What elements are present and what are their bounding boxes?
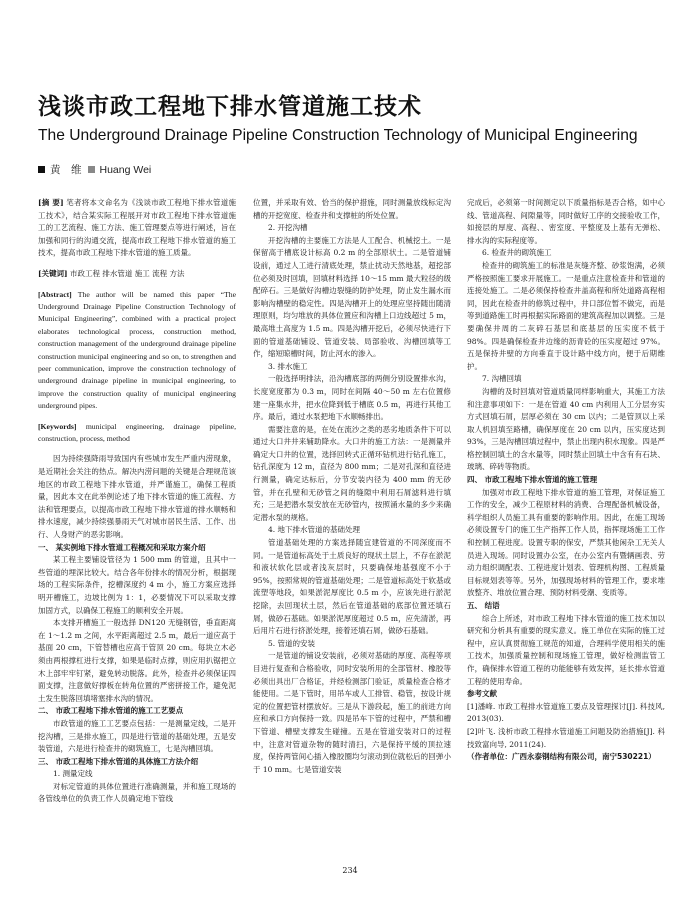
references-heading: 参考文献 bbox=[467, 689, 497, 699]
square-bullet-icon bbox=[88, 166, 95, 173]
reference-item: [1]潘峰. 市政工程排水管道施工要点及管理探讨[J]. 科技风, 2013(03). bbox=[467, 701, 665, 724]
section-heading: 四、 市政工程地下排水管道的施工管理 bbox=[467, 475, 598, 485]
author-line bbox=[38, 162, 151, 177]
body-paragraph: 一般选择明排法，沿沟槽底部的两侧分别设置排水沟，长度宽度都为 0.3 m，同时在间隔 40～50 m 左右位置修建一座集水井，把水位降到低于槽底 0.5 m，再进行其他工序。最后，通过水泵把地下水顺畅排出。 bbox=[253, 374, 451, 422]
abstract-text: 笔者将本文命名为《浅谈市政工程地下排水管道施工技术》，结合某实际工程展开对市政工程地下排水管道施工的工艺流程、施工方法、施工管理要点等进行阐述，旨在加强和同行的沟通交流，提高市政工程地下排水管道的施工技术，提高市政工程地下排水管道的施工质量。 bbox=[38, 198, 237, 258]
section-heading: 五、 结语 bbox=[467, 601, 500, 610]
section-heading: 二、 市政工程地下排水管道的施工工艺要点 bbox=[38, 706, 184, 716]
body-paragraph: 开挖沟槽的主要施工方法是人工配合、机械挖土。一是保留高于槽底设计标高 0.2 m 的全部原状土。二是管道铺设前，通过人工进行清底处理，禁止扰动天然地基，超挖部位必须及时回填，回填材料选择 10～15 mm 最大粒径的级配碎石。三是做好沟槽边裂缝的防护处理，防止发生漏水而影响沟槽壁的稳定性。四是沟槽开上的处理应坚持随出随清理原则，均匀堆放的具体位置应和沟槽上口边线超过 5 m，最高堆土高度为 1.5 m。四是沟槽开挖后，必须尽快进行下面的管道基础铺设、管道安装、局部验收、沟槽回填等工作，缩短晾槽时间，防止河水的渗入。 bbox=[253, 235, 451, 359]
subsection-heading: 3. 排水施工 bbox=[268, 361, 308, 371]
english-keywords-label: [Keywords] bbox=[38, 421, 77, 431]
article-title: 浅谈市政工程地下排水管道施工技术 bbox=[38, 94, 422, 120]
intro-paragraph: 因为持续强降雨导致国内有些城市发生严重内涝现象，是近期社会关注的热点。解决内涝问题的关键是合理规范该地区的市政工程地下排水管道，并严谨施工，确保工程质量，因此本文在此举例论述了地下排水管道的施工流程、方法和管理要点，以提高市政工程地下排水管道的排水顺畅和排水速度，减少持续强暴雨天气对城市居民生活、工作、出行、人身财产的恶劣影响。 bbox=[38, 454, 236, 539]
square-bullet-icon bbox=[38, 166, 45, 173]
reference-item: [2]叶飞. 浅析市政工程排水管道施工问题及防治措施[J]. 科技致富向导, 2011(24). bbox=[467, 726, 665, 749]
body-paragraph: 沟槽的及时回填对管道质量同样影响重大，其施工方法和注意事项如下：一是在管道 40 cm 内利用人工分层夯实方式回填石屑，层厚必须在 30 cm 以内；二是管顶以上采取人机回填至路槽，确保厚度在 20 cm 以内，压实度达到 93%，三是沟槽回填过程中，禁止出现内积水现象。四是严格控制回填土的含水量等，同时禁止回填土中含有有石块、玻璃、碎砖等物质。 bbox=[467, 386, 665, 472]
body-paragraph: 本支排开槽施工一般选择 DN120 无缝钢管，垂直距离在 1～1.2 m 之间，水平距离超过 2.5 m，最后一道应高于基面 20 cm，下管替槽也应高于管顶 20 cm。每块立木必须由两根撑杠进行支撑，如果是临时点撑，则应用扒锯把立木上部牢牢钉紧，避免转动脱落。此外，检查并必须保证四面支撑，注意做好撑板在转角位置的严密拼接工作，避免泥土发生脱落回填堵塞排水沟的情况。 bbox=[38, 618, 236, 703]
section-heading: 一、 某实例地下排水管道工程概况和采取方案介绍 bbox=[38, 542, 206, 552]
body-paragraph: 位置，并采取有效、恰当的保护措施，同时测量放线标定沟槽的开挖宽度、检查井和支撑桩的所处位置。 bbox=[253, 198, 451, 220]
body-paragraph: 综合上所述，对市政工程地下排水管道的施工技术加以研究和分析具有重要的现实意义。施工单位在实际的施工过程中，应认真贯彻施工规范的知道，合理科学使用相关的施工技术，加强质量控制和现场施工管理，做好检测监管工作，确保排水管道工程的功能能够有效发挥，延长排水管道工程的使用寿命。 bbox=[467, 613, 665, 686]
english-keywords bbox=[38, 421, 236, 446]
column-3 bbox=[467, 197, 665, 764]
author-affiliation: （作者单位：广西永泰钢结构有限公司，南宁530221） bbox=[467, 752, 656, 762]
section-heading: 三、 市政工程地下排水管道的具体施工方法介绍 bbox=[38, 756, 199, 766]
english-abstract-text: The author will be named this paper “The Underground Drainage Pipeline Construction Technology of Municipal Engineering”, combined with a practical project elaborates technological process, construction method, construction management of the underground drainage pipeline construction municipal engineering and so on, to strengthen and peer communication, improve the construction technology of underground drainage pipeline in municipal engineering, to improve the construction quality of municipal engineering underground pipes. bbox=[38, 289, 236, 411]
body-paragraph: 一是管道的铺设安装前，必须对基础的厚度、高程等项目进行复查和合格验收，同时安装所用的全部管材、橡胶等必须出具出厂合格证，并经检测部门验证，质量检查合格才能使用。二是下管时，用吊车或人工排管、稳管，按设计规定的位置把管材摆放好。三是从下游段起，施工的前进方向应和承口方向保持一致。四是吊车下管的过程中，严禁和槽下管道、槽壁支撑发生碰撞。五是在管道安装对口的过程中，注意对管道杂物的随时清扫，六是保持平缓的顶拉速度，保持两管间心插入橡胶圈均匀滚动到位就松后的回弹小于 10 mm。七是管道安装 bbox=[253, 651, 451, 774]
subsection-heading: 2. 开挖沟槽 bbox=[268, 223, 308, 233]
abstract-label: [摘 要] bbox=[38, 198, 64, 207]
body-paragraph: 市政管道的施工工艺要点包括：一是测量定线，二是开挖沟槽，三是排水施工，四是进行管道的基础处理，五是安装管道，六是进行检查井的砌筑施工，七是沟槽回填。 bbox=[38, 718, 236, 754]
body-paragraph: 管道基础处理的方案选择随宜建管道的不同深度而不同。一是管道标高处于土质良好的现状土层上，不存在淤泥和液状软化层或者浅灰层时，只要确保地基强度不小于 95%，按照常规的管道基础处理；二是管道标高处于软基或流塑等地段，如果淤泥厚度比 0.5 m 小，应该先进行淤泥挖除，去回现状土层，然后在管道基础的底部位置还填石屑，做砂石基础。如果淤泥厚度超过 0.5 m，应先清淤，再后用片石进行挤淤处理，接着还填石屑，做砂石基础。 bbox=[253, 538, 451, 636]
subsection-heading: 5. 管道的安装 bbox=[268, 638, 316, 648]
body-paragraph: 需要注意的是，在处在流沙之类的恶劣地质条件下可以通过大口井井来辅助降水。大口井的施工方法：一是测量并确定大口井的位置，选择回转式正循环钻机进行钻孔施工，钻孔深度为 12 m，直径为 800 mm；二是对孔深和直径进行测量，确定达标后，分节安装内径为 400 mm 的无砂管，并在孔壁和无砂管之间的缝隙中利用石屑滤料进行填充；三是把潜水泵安放在无砂管内，按照涌水量的多少来确定潜水泵的规格。 bbox=[253, 424, 451, 522]
column-2 bbox=[253, 197, 451, 776]
english-abstract-label: [Abstract] bbox=[38, 289, 72, 299]
keywords-label: [关键词] bbox=[38, 268, 68, 278]
subsection-heading: 6. 检查井的砌筑施工 bbox=[482, 248, 552, 258]
author-name-en: Huang Wei bbox=[99, 164, 152, 176]
subsection-heading: 4. 地下排水管道的基础处理 bbox=[268, 525, 361, 535]
abstract bbox=[38, 197, 236, 260]
english-abstract bbox=[38, 289, 236, 413]
keywords-text: 市政工程 排水管道 施工 流程 方法 bbox=[70, 268, 185, 278]
body-paragraph: 检查井的砌筑施工的标准是灰缝齐整、砂浆饱满，必须严格按照施工要求开展施工。一是重点注意检查井和管道的连接处施工。二是必须保持检查井盖高程和所处道路高程相同，因此在检查井的修筑过程中，井口部位暂不做完，而是等到道路施工时再根据实际路面的建筑高程加以调整。三是要确保井周的二灰碎石基层和底基层的压实度不低于 98%。四是确保检查井边缘的沥青砼的压实度超过 97%。五是保持井壁的方向垂直于设计路中线方向，便于后期维护。 bbox=[467, 260, 665, 371]
article-title-english: The Underground Drainage Pipeline Construction Technology of Municipal Engineering bbox=[38, 127, 638, 144]
author-name-zh: 黄 维 bbox=[50, 164, 82, 176]
body-paragraph: 对标定管道的具体位置进行准确测量，并和施工现场的各管线单位的负责工作人员确定地下管线 bbox=[38, 781, 236, 804]
body-paragraph: 某工程主要铺设管径为 1 500 mm 的管道，且其中一些管道的埋深比较大。结合各年份排水的情况分析，根据现场的工程实际条件，挖槽深度约 4 m 小，施工方案应选择明开槽施工，边坡比例为 1：1，必要情况下可以采取支撑加固方式，以确保工程施工的顺利安全开展。 bbox=[38, 555, 236, 615]
english-keywords-text: municipal engineering, drainage pipeline, construction, process, method bbox=[38, 421, 237, 444]
keywords bbox=[38, 268, 236, 281]
subsection-heading: 7. 沟槽回填 bbox=[482, 374, 522, 384]
body-paragraph: 完成后，必须第一时间测定以下质量指标是否合格，如中心线、管道高程、间隙量等，同时做好工序的交接验收工作，如接层的厚度、高程、、密室度、平整度及上基有无弹松、排水沟的实际程度等。 bbox=[467, 198, 665, 245]
subsection-heading: 1. 测量定线 bbox=[53, 769, 93, 779]
page-number: 234 bbox=[342, 866, 358, 875]
body-paragraph: 加强对市政工程地下排水管道的施工管理，对保证施工工作的安全，减少工程原材料的消费、合理配备机械设备，科学组织人员施工具有重要的影响作用。因此，在施工现场必须设置专门的施工生产指挥工作人员，指挥现场施工工作和控制工程进度。设置专职的保安，严禁其他闲杂工无关人员进入现场。同时设置办公室，在办公室内有暨辆画表、劳动力组织调配表、工程进度计划表、管理机构图、工程质量目标规划表等等。另外，加强现场材料的管理工作，要求堆放整齐、堆放位置合理、预防材料受潮、变质等。 bbox=[467, 487, 665, 598]
column-1 bbox=[38, 197, 236, 806]
